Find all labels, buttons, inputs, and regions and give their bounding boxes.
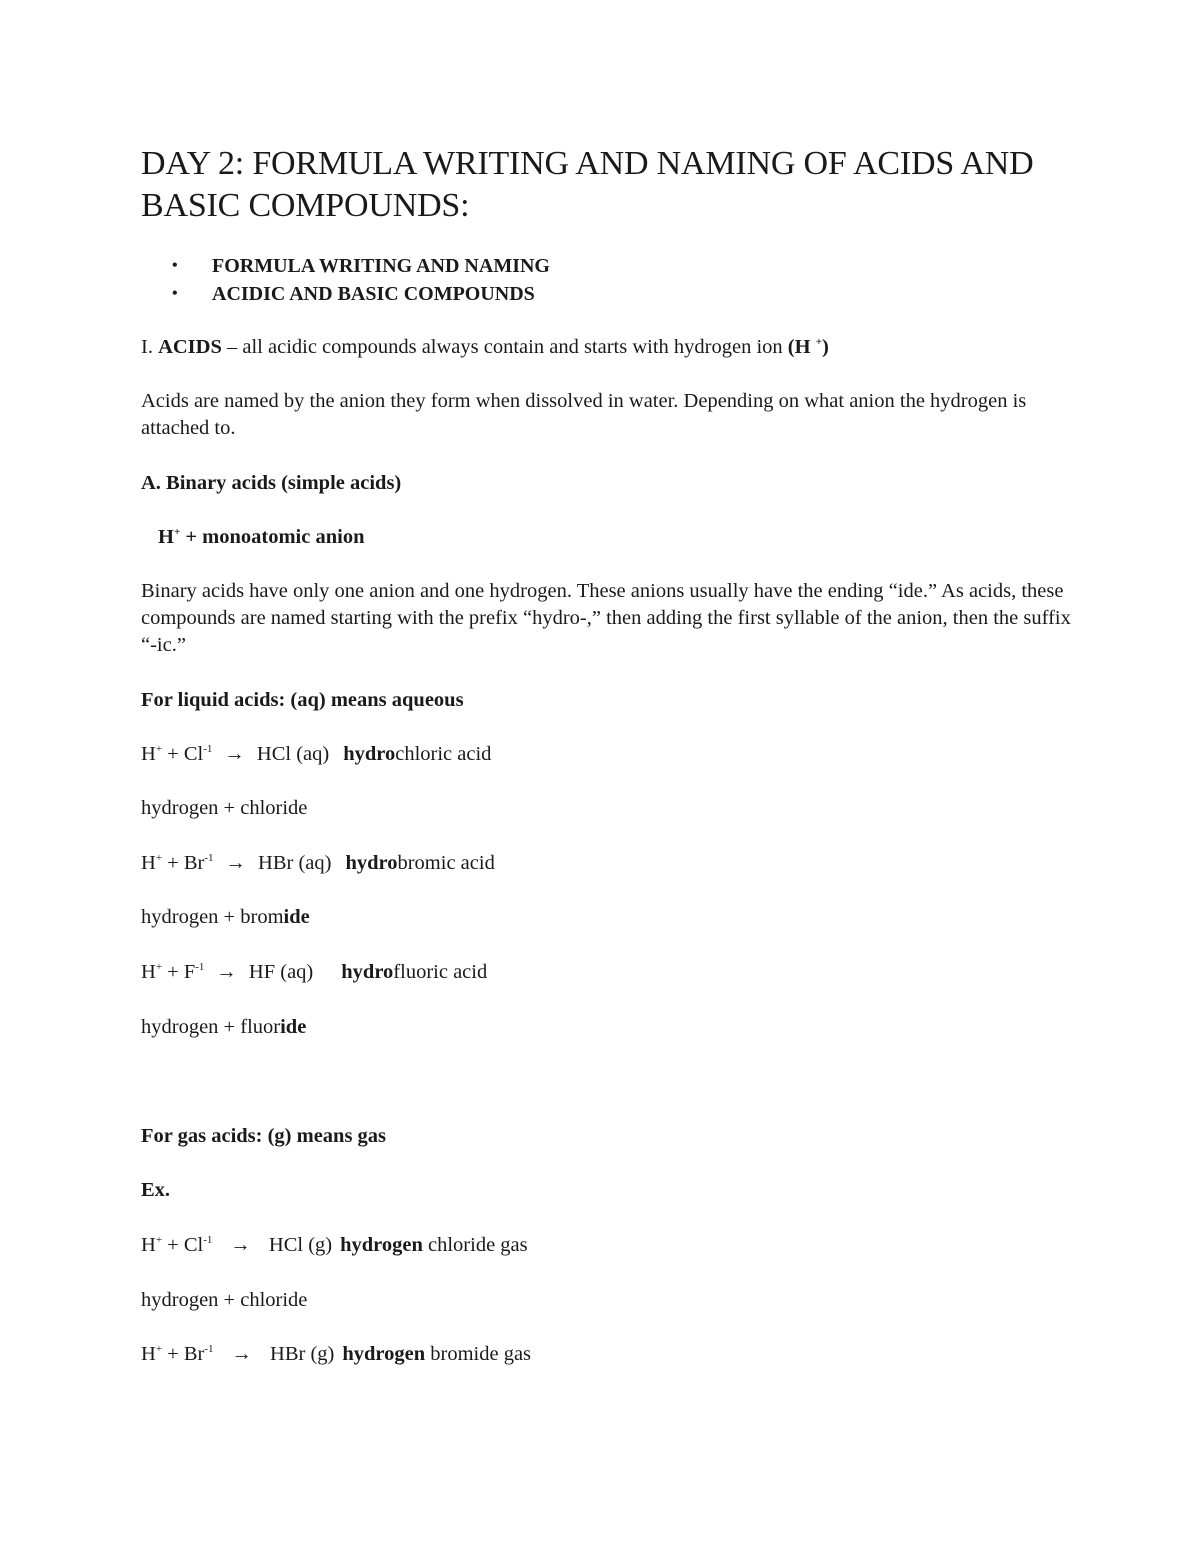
word-equation-line: hydrogen + chloride — [141, 1289, 308, 1311]
gas-acids-heading: For gas acids: (g) means gas — [141, 1125, 387, 1147]
equation-line: $H^+ + F^{-1}$ → HF (aq) hydrofluoric acid — [141, 959, 487, 986]
word-equation-line: hydrogen + chloride — [141, 797, 308, 819]
arrow-icon: → — [231, 1343, 253, 1365]
word-equation-line: hydrogen + fluoride — [141, 1016, 307, 1038]
bullet-icon: • — [172, 285, 178, 302]
list-item: • FORMULA WRITING AND NAMING — [172, 252, 550, 280]
equation-line: $H^+ + Br^{-1}$ → HBr (aq) hydrobromic acid — [141, 850, 495, 877]
arrow-icon: → — [225, 852, 247, 874]
binary-acids-paragraph: Binary acids have only one anion and one hydrogen. These anions usually have the ending “ide.” As acids, these compounds are named starting with the prefix “hydro-,” then adding the first syllable of the anion, then the suffix “-ic.” — [141, 580, 1071, 656]
equation-line: $H^+ + Br^{-1}$ → HBr (g) hydrogen bromide gas — [141, 1341, 531, 1368]
arrow-icon: → — [216, 961, 237, 983]
arrow-icon: → — [230, 1234, 251, 1256]
binary-acids-heading: A. Binary acids (simple acids) — [141, 472, 402, 494]
word-equation-line: hydrogen + bromide — [141, 906, 310, 928]
bullet-icon: • — [172, 257, 178, 274]
liquid-acids-heading: For liquid acids: (aq) means aqueous — [141, 689, 464, 711]
equation-line: $H^+ + Cl^{-1}$ → HCl (aq) hydrochloric acid — [141, 741, 491, 768]
acids-naming-paragraph: Acids are named by the anion they form when dissolved in water. Depending on what anion the hydrogen is attached to. — [141, 390, 1027, 439]
equation-line: $H^+ + Cl^{-1}$ → HCl (g) hydrogen chloride gas — [141, 1232, 528, 1259]
page-title: DAY 2: FORMULA WRITING AND NAMING OF ACIDS AND BASIC COMPOUNDS: — [141, 145, 1034, 224]
list-item: • ACIDIC AND BASIC COMPOUNDS — [172, 280, 550, 308]
arrow-icon: → — [224, 743, 245, 765]
topic-list — [172, 252, 550, 308]
binary-formula: H+ + monoatomic anion — [158, 526, 365, 548]
acids-heading: I. ACIDS – all acidic compounds always contain and starts with hydrogen ion (H +) — [141, 336, 829, 358]
example-label: Ex. — [141, 1179, 171, 1201]
